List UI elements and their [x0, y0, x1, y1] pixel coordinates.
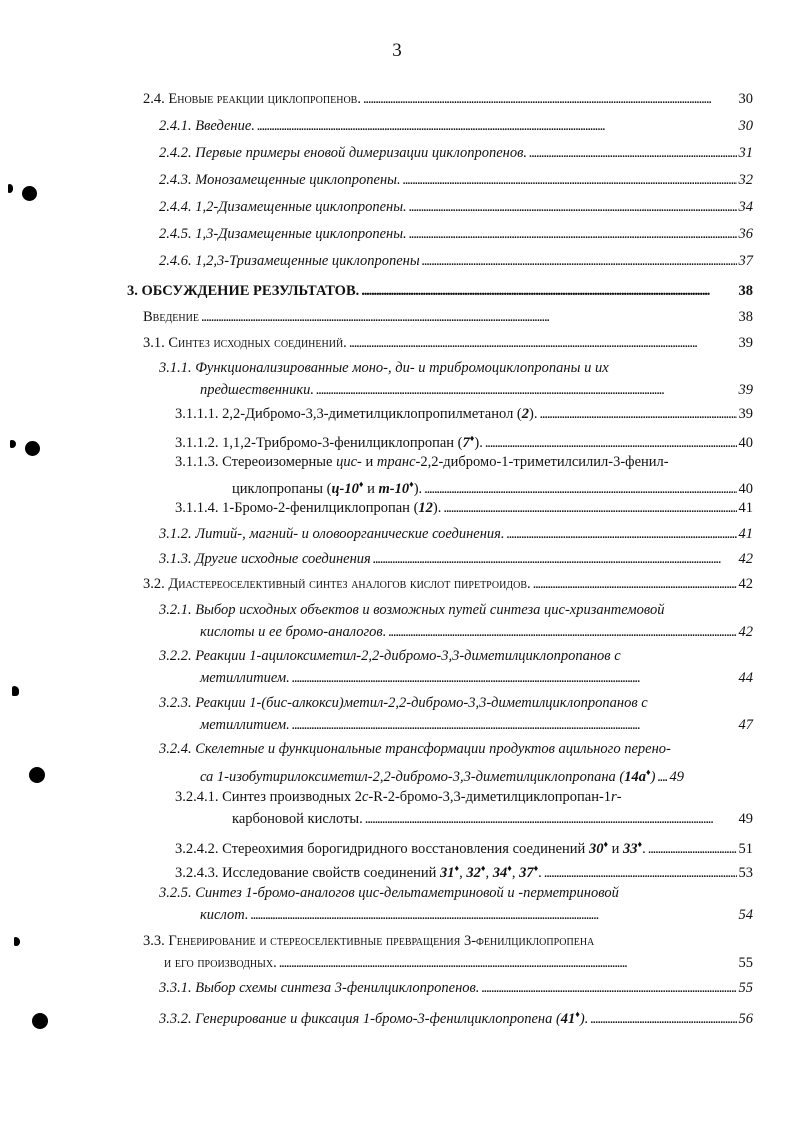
title-text-end: ).	[474, 435, 483, 451]
toc-entry-title-line1[interactable]: 3.2.4. Скелетные и функциональные трансформации продуктов ацильного перено-	[159, 741, 671, 757]
dot-leader	[363, 89, 737, 109]
toc-entry-page: 37	[738, 253, 753, 269]
toc-entry-title: 2.4.4. 1,2-Дизамещенные циклопропены.	[159, 199, 407, 215]
toc-entry-title	[175, 834, 646, 859]
compound-number: 34	[492, 865, 508, 881]
toc-entry[interactable]	[175, 428, 753, 453]
toc-entry-page: 36	[738, 226, 753, 242]
dot-leader	[373, 549, 737, 569]
toc-entry[interactable]	[159, 197, 753, 217]
toc-entry-title-line2: кислот.	[200, 907, 249, 923]
binder-hole-mark	[22, 186, 37, 201]
compound-number: 31	[440, 865, 455, 881]
separator: ,	[511, 865, 520, 881]
compound-number: 12	[418, 500, 433, 516]
toc-entry-page: 32	[738, 172, 753, 188]
compound-number: 30	[588, 841, 604, 857]
toc-entry[interactable]	[175, 858, 753, 883]
toc-entry-page: 51	[738, 841, 753, 857]
toc-entry[interactable]	[164, 953, 753, 973]
title-text-end: ).	[432, 500, 442, 516]
dot-leader	[443, 498, 736, 518]
toc-entry-title	[175, 404, 537, 424]
title-text: 3.3.2. Генерирование и фиксация 1-бромо-3-фенилциклопропена (	[159, 1011, 561, 1027]
title-text: циклопропаны (	[232, 481, 332, 497]
toc-entry[interactable]	[143, 574, 753, 594]
compound-number: 37	[519, 865, 534, 881]
title-text: -	[616, 789, 622, 805]
toc-entry-title-line1[interactable]	[175, 787, 622, 807]
toc-entry-page: 44	[738, 670, 753, 686]
star-mark: ♦	[575, 1009, 580, 1019]
toc-entry-title-line2: карбоновой кислоты.	[232, 811, 363, 827]
toc-entry[interactable]	[159, 116, 753, 136]
cis-prefix: цис-	[336, 454, 362, 470]
toc-entry-page: 56	[738, 1011, 753, 1027]
compound-number: 41	[560, 1011, 576, 1027]
toc-entry-title: 2.4.3. Монозамещенные циклопропены.	[159, 172, 401, 188]
title-text: са 1-изобутирилоксиметил-2,2-дибромо-3,3-диметилциклопропана (	[200, 769, 625, 785]
toc-entry-page: 39	[738, 406, 753, 422]
toc-entry[interactable]	[232, 809, 753, 829]
dot-leader	[533, 574, 737, 594]
title-text: 3.2.4.2. Стереохимия борогидридного восстановления соединений	[175, 841, 589, 857]
toc-entry-page: 42	[738, 624, 753, 640]
toc-entry-page: 30	[738, 118, 753, 134]
dot-leader	[292, 715, 737, 735]
star-mark: ♦	[507, 863, 512, 873]
toc-chapter-entry[interactable]	[127, 281, 753, 301]
title-text-end: ).	[413, 481, 423, 497]
dot-leader	[507, 524, 737, 544]
toc-entry-title: 3.1.2. Литий-, магний- и оловоорганические соединения.	[159, 526, 505, 542]
title-text: -R-2-бромо-3,3-диметилциклопропан-1	[368, 789, 612, 805]
trans-prefix: транс-	[376, 454, 421, 470]
dot-leader	[424, 479, 736, 499]
scan-smudge	[14, 937, 20, 946]
separator: ,	[485, 865, 493, 881]
toc-entry-page: 38	[738, 309, 753, 325]
toc-entry-page: 47	[738, 717, 753, 733]
toc-entry-title: 3.1. Синтез исходных соединений.	[143, 335, 347, 351]
toc-entry-title-line2	[200, 762, 655, 787]
toc-entry-title-line1[interactable]	[175, 452, 669, 472]
toc-entry-title: 2.4.5. 1,3-Дизамещенные циклопропены.	[159, 226, 407, 242]
toc-entry-title	[175, 498, 441, 518]
dot-leader	[361, 281, 736, 301]
toc-entry-title-line1[interactable]: 3.2.2. Реакции 1-ацилоксиметил-2,2-дибромо-3,3-диметилциклопропанов с	[159, 648, 621, 664]
toc-entry-title-line2: и его производных.	[164, 955, 277, 971]
dot-leader	[409, 197, 737, 217]
toc-entry[interactable]	[175, 404, 753, 424]
toc-entry[interactable]	[200, 715, 753, 735]
dot-leader	[544, 863, 737, 883]
toc-entry[interactable]	[143, 89, 753, 109]
toc-entry[interactable]	[175, 498, 753, 518]
toc-entry-page: 34	[738, 199, 753, 215]
title-text: 3.2.4.1. Синтез производных 2	[175, 789, 362, 805]
compound-number: 7	[462, 435, 470, 451]
toc-entry-title	[175, 428, 483, 453]
dot-leader	[529, 143, 736, 163]
toc-entry[interactable]	[159, 251, 753, 271]
compound-number: ц-10	[331, 481, 359, 497]
title-text-end: .	[642, 841, 646, 857]
toc-entry[interactable]	[159, 143, 753, 163]
toc-entry-page: 55	[738, 955, 753, 971]
toc-entry-title: 3. ОБСУЖДЕНИЕ РЕЗУЛЬТАТОВ.	[127, 283, 360, 299]
dot-leader	[539, 404, 736, 424]
toc-entry[interactable]	[159, 549, 753, 569]
star-mark: ♦	[533, 863, 539, 873]
toc-entry-title-line2: метиллитием.	[200, 717, 290, 733]
compound-number: 32	[466, 865, 481, 881]
dot-leader	[403, 170, 737, 190]
star-mark: ♦	[469, 433, 475, 443]
toc-entry-page: 41	[738, 526, 753, 542]
toc-entry-page: 40	[738, 481, 753, 497]
toc-entry-title: 2.4.1. Введение.	[159, 118, 255, 134]
title-text-end: ).	[579, 1011, 589, 1027]
dot-leader	[657, 767, 667, 787]
title-text: и	[363, 481, 379, 497]
toc-entry[interactable]	[175, 834, 753, 859]
star-mark: ♦	[358, 479, 364, 489]
toc-entry-title-line1[interactable]: 3.2.1. Выбор исходных объектов и возможных путей синтеза цис-хризантемовой	[159, 602, 665, 618]
toc-entry-page: 39	[738, 382, 753, 398]
title-text: 3.1.1.4. 1-Бромо-2-фенилциклопропан (	[175, 500, 419, 516]
binder-hole-mark	[25, 441, 40, 456]
dot-leader	[201, 307, 737, 327]
dot-leader	[422, 251, 737, 271]
toc-entry-page: 49	[738, 811, 753, 827]
dot-leader	[292, 668, 737, 688]
dot-leader	[485, 433, 737, 453]
toc-entry[interactable]	[143, 307, 753, 327]
dot-leader	[590, 1009, 736, 1029]
star-mark: ♦	[454, 863, 460, 873]
toc-entry-page: 31	[738, 145, 753, 161]
toc-entry-title-line2: кислоты и ее бромо-аналогов.	[200, 624, 387, 640]
toc-entry-page: 49	[669, 769, 684, 785]
title-text-end: .	[538, 865, 542, 881]
toc-entry-title-line1[interactable]: 3.1.1. Функционализированные моно-, ди- и трибромоциклопропаны и их	[159, 360, 609, 376]
toc-entry[interactable]	[200, 622, 753, 642]
dot-leader	[648, 839, 737, 859]
dot-leader	[388, 622, 736, 642]
title-text: 3.1.1.3. Стереоизомерные	[175, 454, 337, 470]
scan-smudge	[12, 686, 19, 696]
dot-leader	[279, 953, 737, 973]
stereo-descriptor: c	[361, 789, 369, 805]
toc-entry-page: 41	[738, 500, 753, 516]
toc-entry-page: 42	[738, 576, 753, 592]
binder-hole-mark	[29, 767, 45, 783]
page-number: 3	[392, 40, 402, 61]
toc-entry[interactable]	[159, 978, 753, 998]
compound-number: 14a	[624, 769, 646, 785]
toc-entry[interactable]	[159, 1004, 753, 1029]
toc-entry[interactable]	[159, 224, 753, 244]
toc-entry-title: 3.1.3. Другие исходные соединения	[159, 551, 371, 567]
compound-number: 2	[521, 406, 530, 422]
toc-entry-page: 39	[738, 335, 753, 351]
toc-entry-title: Введение	[143, 309, 199, 325]
title-text-end: ).	[529, 406, 538, 422]
toc-entry-title: 3.3.1. Выбор схемы синтеза 3-фенилциклопропенов.	[159, 980, 480, 996]
toc-entry-title-line2: предшественники.	[200, 382, 315, 398]
dot-leader	[316, 380, 736, 400]
toc-entry[interactable]	[200, 668, 753, 688]
dot-leader	[409, 224, 737, 244]
star-mark: ♦	[637, 839, 643, 849]
dot-leader	[481, 978, 736, 998]
toc-entry-page: 38	[738, 283, 753, 299]
title-text: 2,2-дибромо-1-триметилсилил-3-фенил-	[420, 454, 669, 470]
toc-entry-title-line2	[232, 474, 422, 499]
toc-entry-page: 42	[738, 551, 753, 567]
toc-entry[interactable]	[200, 905, 753, 925]
toc-entry-page: 53	[738, 865, 753, 881]
toc-entry[interactable]	[200, 380, 753, 400]
toc-entry-title-line1[interactable]: 3.3. Генерирование и стереоселективные превращения 3-фенилциклопропена	[143, 933, 595, 949]
star-mark: ♦	[646, 767, 651, 777]
stereo-descriptor: r	[611, 789, 617, 805]
toc-entry-title-line2: метиллитием.	[200, 670, 290, 686]
dot-leader	[349, 333, 737, 353]
title-text: и	[608, 841, 624, 857]
toc-entry-title	[175, 858, 542, 883]
toc-entry-page: 30	[738, 91, 753, 107]
scan-smudge	[10, 440, 16, 448]
compound-number: 33	[623, 841, 638, 857]
title-text-end: )	[650, 769, 656, 785]
star-mark: ♦	[409, 479, 414, 489]
dot-leader	[251, 905, 737, 925]
toc-entry[interactable]	[200, 762, 753, 787]
title-text: 3.1.1.1. 2,2-Дибромо-3,3-диметилциклопропилметанол (	[175, 406, 522, 422]
toc-entry-title: 2.4. Еновые реакции циклопропенов.	[143, 91, 361, 107]
toc-entry-title: 2.4.2. Первые примеры еновой димеризации циклопропенов.	[159, 145, 528, 161]
star-mark: ♦	[480, 863, 486, 873]
toc-entry-title	[159, 1004, 588, 1029]
toc-entry-title: 2.4.6. 1,2,3-Тризамещенные циклопропены	[159, 253, 420, 269]
toc-entry-title: 3.2. Диастереоселективный синтез аналогов кислот пиретроидов.	[143, 576, 531, 592]
scan-smudge	[8, 184, 13, 193]
toc-entry-page: 54	[738, 907, 753, 923]
title-text: и	[361, 454, 377, 470]
toc-entry-page: 55	[738, 980, 753, 996]
toc-entry-title-line1[interactable]: 3.2.3. Реакции 1-(бис-алкокси)метил-2,2-дибромо-3,3-диметилциклопропанов с	[159, 695, 648, 711]
title-text: 3.1.1.2. 1,1,2-Трибромо-3-фенилциклопропан (	[175, 435, 463, 451]
separator: ,	[459, 865, 467, 881]
compound-number: т-10	[378, 481, 410, 497]
dot-leader	[365, 809, 737, 829]
toc-entry[interactable]	[159, 170, 753, 190]
dot-leader	[257, 116, 737, 136]
toc-entry-page: 40	[738, 435, 753, 451]
toc-entry[interactable]	[143, 333, 753, 353]
toc-entry-title-line1[interactable]: 3.2.5. Синтез 1-бромо-аналогов цис-дельтаметриновой и -перметриновой	[159, 885, 619, 901]
toc-entry[interactable]	[232, 474, 753, 499]
star-mark: ♦	[603, 839, 609, 849]
toc-entry[interactable]	[159, 524, 753, 544]
binder-hole-mark	[32, 1013, 48, 1029]
title-text: 3.2.4.3. Исследование свойств соединений	[175, 865, 441, 881]
